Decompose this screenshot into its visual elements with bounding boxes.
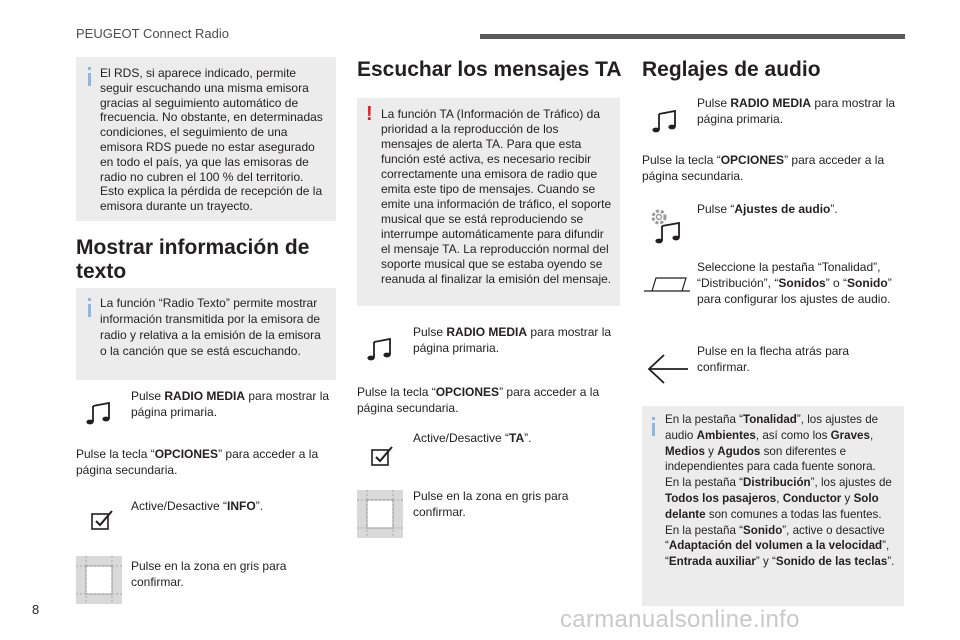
checkbox-icon (90, 508, 116, 532)
conductor-label: Conductor (782, 491, 842, 505)
tab-selector-icon (644, 272, 690, 296)
info-icon (88, 67, 91, 70)
text: Pulse “ (697, 202, 735, 216)
text: Pulse la tecla “ (76, 447, 155, 461)
solo-delante-label: Solo delante (665, 491, 879, 521)
info-icon (88, 298, 91, 301)
col2-step-ta (413, 430, 618, 446)
col3-step-radio-media (697, 95, 902, 127)
heading-mostrar-info-texto: Mostrar información de texto (76, 236, 310, 283)
text: ”. (255, 499, 264, 513)
radio-media-label: RADIO MEDIA (730, 96, 812, 110)
note-audio-text (665, 412, 896, 570)
col1-step-radio-media (131, 388, 331, 420)
note-audio-tabs (642, 406, 904, 606)
radio-media-label: RADIO MEDIA (164, 389, 246, 403)
distribucion-label: Distribución (743, 476, 811, 490)
ajustes-audio-label: Ajustes de audio (734, 202, 831, 216)
opciones-label: OPCIONES (720, 153, 785, 167)
text: y (704, 444, 718, 458)
ta-label: TA (509, 431, 525, 445)
col3-step-back: Pulse en la flecha atrás para confirmar. (697, 344, 850, 374)
text: ”. (887, 555, 895, 569)
text: ”, “ (665, 539, 890, 569)
info-icon (652, 417, 655, 420)
heading-reglajes-audio: Reglajes de audio (642, 58, 821, 81)
warning-ta (357, 98, 620, 306)
opciones-label: OPCIONES (154, 447, 219, 461)
text: Seleccione la pestaña “Tonalidad”, “Distribución”, “ (697, 260, 881, 290)
note-radio-texto (76, 288, 336, 380)
col3-step-pestana (697, 259, 907, 307)
adaptacion-volumen-label: Adaptación del volumen a la velocidad (668, 539, 883, 553)
col2-step-opciones (357, 384, 620, 416)
text: para mostrar la página primaria. (413, 325, 612, 355)
tonalidad-label: Tonalidad (743, 413, 797, 426)
text: ” o “ (825, 276, 848, 290)
text: ”. (830, 202, 838, 216)
text: Active/Desactive “ (131, 499, 228, 513)
text: son diferentes e independientes para cada fuente sonora. (665, 444, 876, 474)
music-note-icon (85, 400, 113, 426)
warning-ta-text: La función TA (Información de Tráfico) da prioridad a la reproducción de los mensajes de alerta TA. Para que esta función esté activa, es necesario recibir correctamente una emisora de radio que emita este tipo de mensajes. Cuando se emite una información de tráfico, el soporte musical que se está reproduciendo se interrumpe automáticamente para difundir el mensaje TA. La reproducción normal del soporte musical que se estaba oyendo se reanuda al finalizar la emisión del mensaje. (381, 107, 612, 286)
col1-step-opciones (76, 446, 336, 478)
text: ” para acceder a la página secundaria. (642, 153, 885, 183)
todos-pasajeros-label: Todos los pasajeros (665, 491, 777, 505)
watermark: carmanualsonline.info (560, 606, 800, 633)
agudos-label: Agudos (717, 444, 761, 458)
text: ” para acceder a la página secundaria. (76, 447, 319, 477)
text: ”, los ajustes de (810, 476, 892, 490)
medios-label: Medios (665, 444, 705, 458)
sonido-label: Sonido (743, 523, 783, 537)
music-note-icon (651, 108, 679, 134)
sonido-teclas-label: Sonido de las teclas (775, 555, 888, 569)
text: Pulse (697, 96, 731, 110)
checkbox-icon (370, 444, 396, 468)
radio-media-label: RADIO MEDIA (446, 325, 528, 339)
grey-zone-icon (357, 490, 403, 538)
info-label: INFO (227, 499, 256, 513)
text: ” para acceder a la página secundaria. (357, 385, 600, 415)
col1-step-info (131, 498, 331, 514)
warning-icon: ! (366, 103, 373, 125)
text: Pulse la tecla “ (642, 153, 721, 167)
text: para mostrar la página primaria. (131, 389, 330, 419)
text: y (841, 491, 854, 505)
entrada-auxiliar-label: Entrada auxiliar (668, 555, 756, 569)
col3-step-ajustes-audio (697, 201, 902, 217)
text: , (869, 428, 874, 442)
note-rds (76, 57, 336, 221)
audio-settings-icon (648, 206, 684, 246)
col2-step-confirm: Pulse en la zona en gris para confirmar. (413, 489, 569, 519)
note-radio-texto-text: La función “Radio Texto” permite mostrar información transmitida por la emisora de radio y relativa a la emisión de la emisora o la canción que se está escuchando. (100, 296, 321, 358)
text: ”. (524, 431, 532, 445)
text: En la pestaña “ (665, 413, 743, 426)
info-icon-bar (88, 73, 91, 86)
page-number: 8 (32, 602, 40, 617)
heading-escuchar-ta: Escuchar los mensajes TA (357, 58, 622, 81)
text: ” y “ (755, 555, 776, 569)
header-title: PEUGEOT Connect Radio (76, 26, 229, 41)
music-note-icon (366, 336, 394, 362)
text: ”, los ajustes de audio (665, 413, 879, 442)
text: En la pestaña “ (665, 476, 743, 490)
grey-zone-icon (76, 556, 122, 604)
text: , (776, 491, 783, 505)
opciones-label: OPCIONES (435, 385, 500, 399)
text: Pulse (131, 389, 165, 403)
text: son comunes a todas las fuentes. (705, 507, 882, 521)
sonidos-label: Sonidos (778, 276, 826, 290)
info-icon-bar (652, 423, 655, 436)
info-icon-bar (88, 304, 91, 317)
text: para mostrar la página primaria. (697, 96, 896, 126)
col3-step-opciones (642, 152, 907, 184)
header-bar (480, 34, 905, 39)
note-rds-text: El RDS, si aparece indicado, permite seguir escuchando una misma emisora gracias al seguimiento automático de frecuencia. No obstante, en determinadas condiciones, el seguimiento de una emisora RDS puede no estar asegurado en todo el país, ya que las emisoras de radio no cubren el 100 % del territorio. Esto explica la pérdida de recepción de la emisora durante un trayecto. (100, 66, 323, 214)
text: En la pestaña “ (665, 523, 743, 537)
text: , así como los (755, 428, 831, 442)
text: ”, active o desactive “ (665, 523, 885, 553)
ambientes-label: Ambientes (696, 428, 756, 442)
text: Active/Desactive “ (413, 431, 510, 445)
back-arrow-icon (646, 352, 690, 386)
graves-label: Graves (830, 428, 870, 442)
text: Pulse (413, 325, 447, 339)
col2-step-radio-media (413, 324, 618, 356)
col1-step-confirm: Pulse en la zona en gris para confirmar. (131, 559, 287, 589)
sonido-label: Sonido (847, 276, 888, 290)
text: ” para configurar los ajustes de audio. (697, 276, 892, 306)
text: Pulse la tecla “ (357, 385, 436, 399)
